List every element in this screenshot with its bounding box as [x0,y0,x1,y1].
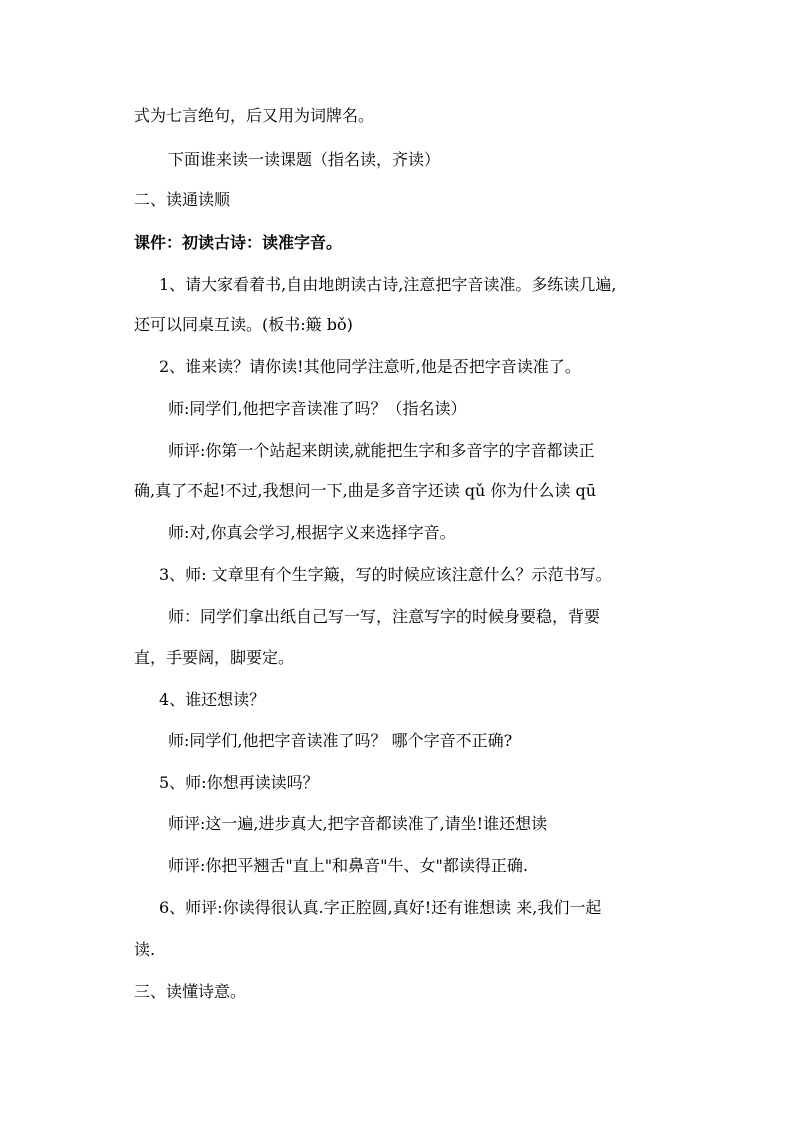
text-line-8: 师:同学们,他把字音读准了吗？（指名读） [168,399,467,418]
text-line-1: 式为七言绝句，后又用为词牌名。 [134,106,375,125]
text-line-14: 直，手要阔，脚要定。 [134,648,295,667]
text-line-12: 3、师: 文章里有个生字簸，写的时候应该注意什么？示范书写。 [159,565,612,584]
text-line-15: 4、谁还想读？ [159,690,266,709]
section-heading-3: 三、读懂诗意。 [134,982,247,1001]
text-line-20: 6、师评:你读得很认真.字正腔圆,真好!还有谁想读 来,我们一起 [159,898,602,917]
text-line-5: 1、请大家看着书,自由地朗读古诗,注意把字音读准。多练读几遍, [159,275,617,294]
text-line-13: 师：同学们拿出纸自己写一写，注意写字的时候身要稳，背要 [168,607,601,626]
text-line-17: 5、师:你想再读读吗？ [159,773,319,792]
text-line-18: 师评:这一遍,进步真大,把字音都读准了,请坐!谁还想读 [168,814,548,833]
text-line-11: 师:对,你真会学习,根据字义来选择字音。 [168,523,456,542]
text-line-21: 读. [134,940,156,959]
courseware-heading: 课件：初读古诗：读准字音。 [134,233,343,252]
text-line-16: 师:同学们,他把字音读准了吗？ 哪个字音不正确? [168,731,513,750]
text-line-9: 师评:你第一个站起来朗读,就能把生字和多音字的字音都读正 [168,441,595,460]
text-line-6: 还可以同桌互读。(板书:簸 bǒ) [134,315,353,334]
text-line-2: 下面谁来读一读课题（指名读，齐读） [168,150,441,169]
section-heading-2: 二、读通读顺 [134,190,231,209]
text-line-10: 确,真了不起!不过,我想问一下,曲是多音字还读 qǔ 你为什么读 qū [134,481,597,500]
text-line-7: 2、谁来读？请你读!其他同学注意听,他是否把字音读准了。 [159,357,581,376]
text-line-19: 师评:你把平翘舌"直上"和鼻音"牛、女"都读得正确. [168,856,528,875]
